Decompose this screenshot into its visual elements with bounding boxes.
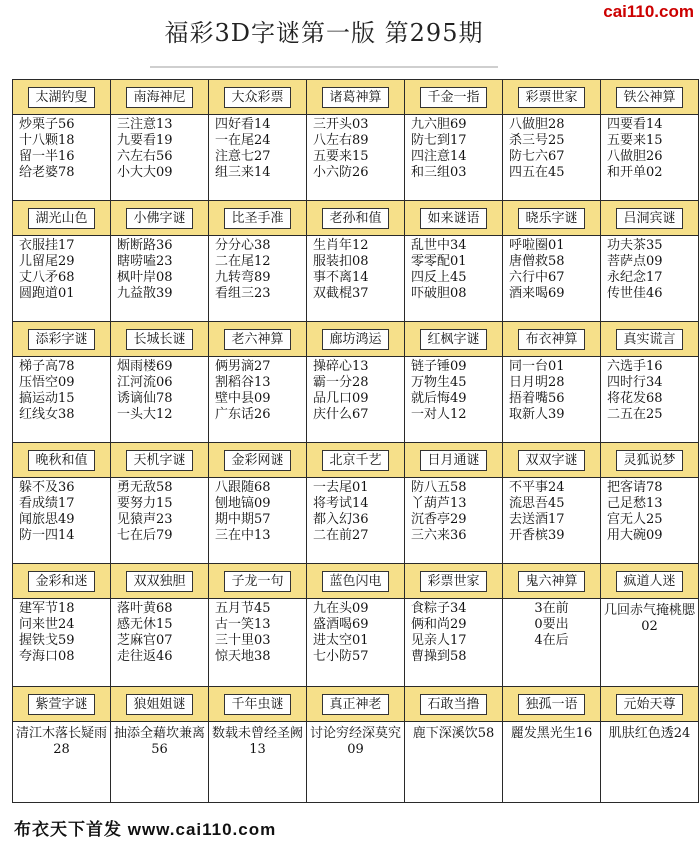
column-header-label: 真实谎言 xyxy=(616,329,682,350)
riddle-line: 肌肤红色透24 xyxy=(608,726,691,741)
riddle-line: 一在尾24 xyxy=(215,133,271,148)
riddle-line: 捂着嘴56 xyxy=(509,391,565,406)
column-header-cell xyxy=(405,201,503,236)
column-header-cell xyxy=(307,687,405,722)
content-row xyxy=(13,115,699,201)
riddle-line: 防一四14 xyxy=(19,528,75,543)
column-header-label: 湖光山色 xyxy=(28,208,94,229)
column-header-label: 北京千艺 xyxy=(322,450,388,471)
riddle-cell xyxy=(111,236,209,322)
riddle-line: 防八五58 xyxy=(411,480,467,495)
column-header-label: 如来谜语 xyxy=(420,208,486,229)
column-header-label: 晓乐字谜 xyxy=(518,208,584,229)
column-header-label: 金彩网谜 xyxy=(224,450,290,471)
column-header-label: 鬼六神算 xyxy=(518,571,584,592)
riddle-cell xyxy=(601,722,699,803)
riddle-line: 菩萨点09 xyxy=(607,254,663,269)
header-row xyxy=(13,322,699,357)
riddle-line: 三在中13 xyxy=(215,528,271,543)
riddle-line: 落叶黄68 xyxy=(117,601,173,616)
riddle-cell xyxy=(601,478,699,564)
column-header-label: 长城长谜 xyxy=(126,329,192,350)
riddle-line: 小大大09 xyxy=(117,165,173,180)
riddle-line: 七在后79 xyxy=(117,528,173,543)
riddle-cell xyxy=(307,357,405,443)
column-header-label: 铁公神算 xyxy=(616,87,682,108)
riddle-line: 零零配01 xyxy=(411,254,467,269)
column-header-label: 千年虫谜 xyxy=(224,694,290,715)
column-header-cell xyxy=(209,80,307,115)
riddle-line: 麗发黑光生16 xyxy=(510,726,593,741)
riddle-line: 瞎唠嗑23 xyxy=(117,254,173,269)
riddle-cell xyxy=(307,722,405,803)
riddle-line: 用大碗09 xyxy=(607,528,663,543)
riddle-line: 九益散39 xyxy=(117,286,173,301)
riddle-line: 服装扣08 xyxy=(313,254,369,269)
riddle-line: 断断路36 xyxy=(117,238,173,253)
column-header-cell xyxy=(13,564,111,599)
riddle-line: 四反上45 xyxy=(411,270,467,285)
riddle-line: 圆跑道01 xyxy=(19,286,75,301)
riddle-line: 留一半16 xyxy=(19,149,75,164)
riddle-line: 八做胆28 xyxy=(509,117,565,132)
column-header-cell xyxy=(209,322,307,357)
column-header-cell xyxy=(111,443,209,478)
riddle-line: 流思吾45 xyxy=(509,496,565,511)
riddle-line: 霸一分28 xyxy=(313,375,369,390)
riddle-line: 一头大12 xyxy=(117,407,173,422)
content-row xyxy=(13,722,699,803)
column-header-label: 比圣手准 xyxy=(224,208,290,229)
riddle-line: 建军节18 xyxy=(19,601,75,616)
column-header-cell xyxy=(503,201,601,236)
column-header-label: 老六神算 xyxy=(224,329,290,350)
column-header-label: 南海神尼 xyxy=(126,87,192,108)
riddle-line: 见亲人17 xyxy=(411,633,467,648)
column-header-label: 老孙和值 xyxy=(322,208,388,229)
riddle-line: 六选手16 xyxy=(607,359,663,374)
riddle-line: 压悟空09 xyxy=(19,375,75,390)
riddle-line: 3在前 xyxy=(534,601,569,616)
column-header-label: 双双字谜 xyxy=(518,450,584,471)
column-header-cell xyxy=(209,564,307,599)
column-header-cell xyxy=(405,687,503,722)
riddle-line: 八左右89 xyxy=(313,133,369,148)
column-header-cell xyxy=(601,201,699,236)
column-header-cell xyxy=(209,443,307,478)
riddle-line: 乱世中34 xyxy=(411,238,467,253)
riddle-line: 衣服挂17 xyxy=(19,238,75,253)
riddle-line: 广东话26 xyxy=(215,407,271,422)
riddle-cell xyxy=(405,115,503,201)
column-header-cell xyxy=(13,322,111,357)
column-header-cell xyxy=(111,80,209,115)
riddle-line: 食粽子34 xyxy=(411,601,467,616)
riddle-cell xyxy=(405,478,503,564)
column-header-label: 布衣神算 xyxy=(518,329,584,350)
column-header-label: 晚秋和值 xyxy=(28,450,94,471)
column-header-cell xyxy=(405,564,503,599)
riddle-cell xyxy=(405,722,503,803)
riddle-line: 闻旅思49 xyxy=(19,512,75,527)
riddle-line: 清江木落长疑雨28 xyxy=(15,726,107,757)
riddle-line: 永纪念17 xyxy=(607,270,663,285)
column-header-label: 千金一指 xyxy=(420,87,486,108)
riddle-line: 万物生45 xyxy=(411,375,467,390)
column-header-cell xyxy=(503,687,601,722)
column-header-cell xyxy=(601,564,699,599)
column-header-cell xyxy=(405,322,503,357)
riddle-line: 讨论穷经深莫究09 xyxy=(309,726,401,757)
riddle-cell xyxy=(503,236,601,322)
riddle-line: 给老婆78 xyxy=(19,165,75,180)
content-row xyxy=(13,357,699,443)
riddle-line: 十八颗18 xyxy=(19,133,75,148)
riddle-line: 刨地镐09 xyxy=(215,496,271,511)
column-header-label: 廊坊鸿运 xyxy=(322,329,388,350)
riddle-cell xyxy=(209,115,307,201)
riddle-line: 数载未曾经圣阙13 xyxy=(211,726,303,757)
column-header-label: 紫萱字谜 xyxy=(28,694,94,715)
riddle-cell xyxy=(209,722,307,803)
riddle-line: 功夫茶35 xyxy=(607,238,663,253)
riddle-line: 4在后 xyxy=(534,633,569,648)
riddle-line: 曹操到58 xyxy=(411,649,467,664)
riddle-line: 二在尾12 xyxy=(215,254,271,269)
riddle-line: 抽添全藉坎兼离56 xyxy=(113,726,205,757)
riddle-line: 庆什么67 xyxy=(313,407,369,422)
riddle-line: 搞运动15 xyxy=(19,391,75,406)
riddle-line: 看组三23 xyxy=(215,286,271,301)
riddle-line: 就后悔49 xyxy=(411,391,467,406)
riddle-line: 分分心38 xyxy=(215,238,271,253)
header-row xyxy=(13,201,699,236)
riddle-cell xyxy=(307,478,405,564)
riddle-line: 酒来喝69 xyxy=(509,286,565,301)
riddle-line: 三十里03 xyxy=(215,633,271,648)
column-header-cell xyxy=(307,80,405,115)
column-header-cell xyxy=(111,322,209,357)
riddle-line: 盛酒喝69 xyxy=(313,617,369,632)
column-header-label: 日月通谜 xyxy=(420,450,486,471)
riddle-cell xyxy=(503,357,601,443)
riddle-line: 九要看19 xyxy=(117,133,173,148)
riddle-line: 沉香亭29 xyxy=(411,512,467,527)
column-header-label: 金彩和迷 xyxy=(28,571,94,592)
riddle-cell xyxy=(307,236,405,322)
column-header-label: 添彩字谜 xyxy=(28,329,94,350)
riddle-cell xyxy=(13,722,111,803)
riddle-line: 传世佳46 xyxy=(607,286,663,301)
riddle-line: 九六胆69 xyxy=(411,117,467,132)
riddle-line: 防七到17 xyxy=(411,133,467,148)
riddle-line: 己足愁13 xyxy=(607,496,663,511)
riddle-line: 要努力15 xyxy=(117,496,173,511)
column-header-cell xyxy=(111,201,209,236)
riddle-cell xyxy=(13,357,111,443)
riddle-line: 躲不及36 xyxy=(19,480,75,495)
riddle-line: 事不离14 xyxy=(313,270,369,285)
riddle-line: 开香槟39 xyxy=(509,528,565,543)
riddle-line: 江河流06 xyxy=(117,375,173,390)
riddle-line: 宫无人25 xyxy=(607,512,663,527)
riddle-line: 链子锤09 xyxy=(411,359,467,374)
header-row xyxy=(13,687,699,722)
column-header-cell xyxy=(405,443,503,478)
column-header-label: 彩票世家 xyxy=(518,87,584,108)
riddle-line: 四时行34 xyxy=(607,375,663,390)
riddle-cell xyxy=(111,115,209,201)
riddle-line: 五要来15 xyxy=(313,149,369,164)
column-header-cell xyxy=(405,80,503,115)
riddle-line: 都入幻36 xyxy=(313,512,369,527)
riddle-line: 梯子高78 xyxy=(19,359,75,374)
riddle-line: 二五在25 xyxy=(607,407,663,422)
riddle-cell xyxy=(601,599,699,687)
column-header-label: 吕洞宾谜 xyxy=(616,208,682,229)
column-header-label: 蓝色闪电 xyxy=(322,571,388,592)
riddle-line: 三六来36 xyxy=(411,528,467,543)
riddle-line: 同一台01 xyxy=(509,359,565,374)
column-header-cell xyxy=(503,443,601,478)
riddle-line: 握铁戈59 xyxy=(19,633,75,648)
riddle-line: 惊天地38 xyxy=(215,649,271,664)
riddle-line: 操碎心13 xyxy=(313,359,369,374)
column-header-label: 子龙一句 xyxy=(224,571,290,592)
riddle-cell xyxy=(405,236,503,322)
riddle-line: 八做胆26 xyxy=(607,149,663,164)
riddle-line: 九转弯89 xyxy=(215,270,271,285)
riddle-line: 感无休15 xyxy=(117,617,173,632)
riddle-line: 期中期57 xyxy=(215,512,271,527)
riddle-line: 0要出 xyxy=(534,617,569,632)
column-header-cell xyxy=(13,443,111,478)
column-header-label: 石敢当撸 xyxy=(420,694,486,715)
riddle-line: 五月节45 xyxy=(215,601,271,616)
riddle-line: 问来世24 xyxy=(19,617,75,632)
riddle-line: 七小防57 xyxy=(313,649,369,664)
column-header-label: 大众彩票 xyxy=(224,87,290,108)
column-header-cell xyxy=(601,80,699,115)
riddle-line: 不平事24 xyxy=(509,480,565,495)
riddle-line: 生肖年12 xyxy=(313,238,369,253)
riddle-line: 红线女38 xyxy=(19,407,75,422)
riddle-line: 几回赤气掩桃腮02 xyxy=(603,603,695,634)
riddle-line: 六左右56 xyxy=(117,149,173,164)
column-header-cell xyxy=(307,201,405,236)
riddle-line: 组三来14 xyxy=(215,165,271,180)
riddle-line: 和开单02 xyxy=(607,165,663,180)
column-header-label: 太湖钓叟 xyxy=(28,87,94,108)
column-header-cell xyxy=(209,687,307,722)
riddle-line: 将花发68 xyxy=(607,391,663,406)
riddle-line: 割稻谷13 xyxy=(215,375,271,390)
riddle-line: 夸海口08 xyxy=(19,649,75,664)
riddle-line: 四好看14 xyxy=(215,117,271,132)
riddle-cell xyxy=(503,722,601,803)
riddle-line: 四要看14 xyxy=(607,117,663,132)
column-header-label: 独孤一语 xyxy=(518,694,584,715)
column-header-label: 红枫字谜 xyxy=(420,329,486,350)
column-header-cell xyxy=(601,687,699,722)
column-header-cell xyxy=(307,322,405,357)
riddle-cell xyxy=(503,478,601,564)
column-header-label: 真正神老 xyxy=(322,694,388,715)
column-header-cell xyxy=(13,687,111,722)
riddle-cell xyxy=(13,115,111,201)
riddle-cell xyxy=(307,599,405,687)
riddle-cell xyxy=(111,478,209,564)
riddle-line: 勇无敌58 xyxy=(117,480,173,495)
riddle-line: 六行中67 xyxy=(509,270,565,285)
riddle-line: 进太空01 xyxy=(313,633,369,648)
column-header-cell xyxy=(307,443,405,478)
page-title: 福彩3D字谜第一版 第295期 xyxy=(150,10,498,68)
column-header-cell xyxy=(503,322,601,357)
column-header-cell xyxy=(601,443,699,478)
riddle-line: 炒栗子56 xyxy=(19,117,75,132)
riddle-line: 一对人12 xyxy=(411,407,467,422)
riddle-line: 丫葫芦13 xyxy=(411,496,467,511)
column-header-label: 灵狐说梦 xyxy=(616,450,682,471)
riddle-line: 九在头09 xyxy=(313,601,369,616)
footer-credit: 布衣天下首发 www.cai110.com xyxy=(14,820,277,839)
column-header-label: 彩票世家 xyxy=(420,571,486,592)
riddle-line: 防七六67 xyxy=(509,149,565,164)
column-header-label: 天机字谜 xyxy=(126,450,192,471)
content-row xyxy=(13,236,699,322)
riddle-cell xyxy=(601,115,699,201)
content-row xyxy=(13,478,699,564)
column-header-label: 诸葛神算 xyxy=(322,87,388,108)
riddle-line: 四注意14 xyxy=(411,149,467,164)
column-header-cell xyxy=(503,80,601,115)
riddle-line: 二在前27 xyxy=(313,528,369,543)
riddle-line: 呼啦圈01 xyxy=(509,238,565,253)
riddle-line: 丈八矛68 xyxy=(19,270,75,285)
column-header-label: 双双独胆 xyxy=(126,571,192,592)
riddle-line: 俩和尚29 xyxy=(411,617,467,632)
riddle-line: 儿留尾29 xyxy=(19,254,75,269)
riddle-cell xyxy=(503,115,601,201)
riddle-line: 走往返46 xyxy=(117,649,173,664)
column-header-cell xyxy=(307,564,405,599)
header-row xyxy=(13,564,699,599)
riddle-cell xyxy=(503,599,601,687)
site-logo: cai110.com xyxy=(603,2,694,21)
riddle-line: 杀三号25 xyxy=(509,133,565,148)
riddle-cell xyxy=(307,115,405,201)
column-header-label: 狼姐姐谜 xyxy=(126,694,192,715)
riddle-cell xyxy=(601,357,699,443)
column-header-cell xyxy=(13,201,111,236)
column-header-cell xyxy=(13,80,111,115)
column-header-label: 疯道人迷 xyxy=(616,571,682,592)
riddle-line: 古一笑13 xyxy=(215,617,271,632)
riddle-line: 双截棍37 xyxy=(313,286,369,301)
riddle-line: 取新人39 xyxy=(509,407,565,422)
riddle-line: 一去尾01 xyxy=(313,480,369,495)
riddle-line: 枫叶岸08 xyxy=(117,270,173,285)
riddle-line: 吓破胆08 xyxy=(411,286,467,301)
column-header-cell xyxy=(209,201,307,236)
header-row xyxy=(13,443,699,478)
column-header-cell xyxy=(111,564,209,599)
riddle-line: 烟雨楼69 xyxy=(117,359,173,374)
riddle-cell xyxy=(13,478,111,564)
riddle-cell xyxy=(209,478,307,564)
riddle-cell xyxy=(111,599,209,687)
column-header-cell xyxy=(601,322,699,357)
riddle-line: 芝麻官07 xyxy=(117,633,173,648)
riddle-line: 五要来15 xyxy=(607,133,663,148)
riddle-line: 把客请78 xyxy=(607,480,663,495)
column-header-label: 小佛字谜 xyxy=(126,208,192,229)
riddle-line: 壁中县09 xyxy=(215,391,271,406)
riddle-line: 诱谪仙78 xyxy=(117,391,173,406)
riddle-line: 看成绩17 xyxy=(19,496,75,511)
column-header-cell xyxy=(503,564,601,599)
riddle-line: 八跟随68 xyxy=(215,480,271,495)
header-row xyxy=(13,80,699,115)
riddle-cell xyxy=(13,236,111,322)
riddle-line: 和三组03 xyxy=(411,165,467,180)
riddle-line: 四五在45 xyxy=(509,165,565,180)
riddle-line: 三开头03 xyxy=(313,117,369,132)
riddle-line: 品几口09 xyxy=(313,391,369,406)
riddle-cell xyxy=(209,236,307,322)
column-header-label: 元始天尊 xyxy=(616,694,682,715)
riddle-cell xyxy=(405,599,503,687)
riddle-grid xyxy=(12,79,699,803)
riddle-cell xyxy=(111,722,209,803)
riddle-line: 注意七27 xyxy=(215,149,271,164)
riddle-line: 三注意13 xyxy=(117,117,173,132)
riddle-line: 见猿声23 xyxy=(117,512,173,527)
riddle-line: 日月明28 xyxy=(509,375,565,390)
riddle-line: 鹿下深溪饮58 xyxy=(412,726,495,741)
riddle-cell xyxy=(13,599,111,687)
riddle-line: 小六防26 xyxy=(313,165,369,180)
riddle-cell xyxy=(209,599,307,687)
content-row xyxy=(13,599,699,687)
riddle-cell xyxy=(601,236,699,322)
riddle-line: 唐僧救58 xyxy=(509,254,565,269)
riddle-line: 俩男滴27 xyxy=(215,359,271,374)
riddle-cell xyxy=(111,357,209,443)
riddle-cell xyxy=(209,357,307,443)
riddle-line: 将考试14 xyxy=(313,496,369,511)
riddle-line: 去送酒17 xyxy=(509,512,565,527)
riddle-cell xyxy=(405,357,503,443)
column-header-cell xyxy=(111,687,209,722)
